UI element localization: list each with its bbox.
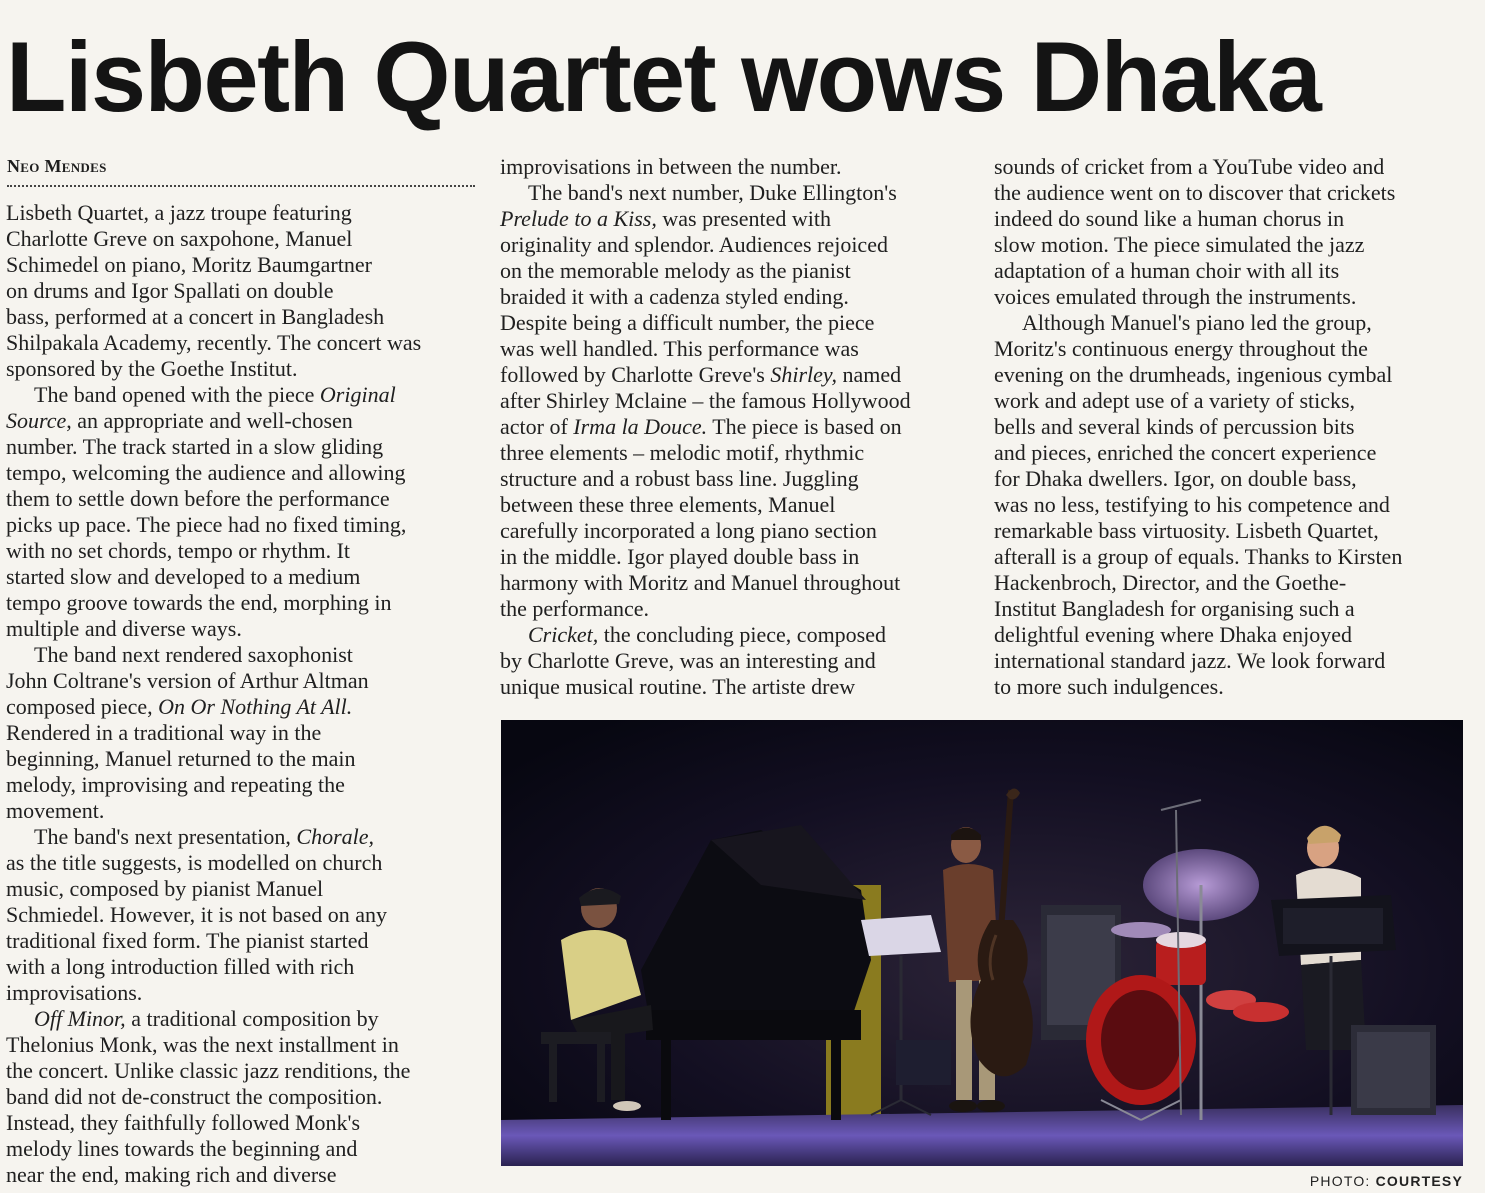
article-line [994, 466, 1466, 492]
article-line [6, 1136, 478, 1162]
article-column-3 [994, 154, 1466, 700]
article-line [6, 616, 478, 642]
article-line [6, 980, 478, 1006]
article-line [6, 356, 478, 382]
line-text: Charlotte Greve on saxpohone, Manuel [6, 226, 353, 251]
line-text: beginning, Manuel returned to the main [6, 746, 356, 771]
article-line [6, 252, 478, 278]
line-text: and pieces, enriched the concert experience [994, 440, 1377, 465]
article-line [994, 284, 1466, 310]
line-text: a traditional composition by [125, 1006, 379, 1031]
article-line [500, 388, 972, 414]
line-text: tempo groove towards the end, morphing in [6, 590, 392, 615]
line-text: improvisations. [6, 980, 143, 1005]
line-text: The band's next presentation, [34, 824, 297, 849]
article-line [6, 746, 478, 772]
article-line [6, 876, 478, 902]
italic-title: Chorale, [296, 824, 375, 849]
line-text: was presented with [656, 206, 831, 231]
line-text: The piece is based on [707, 414, 902, 439]
line-text: for Dhaka dwellers. Igor, on double bass, [994, 466, 1357, 491]
photo-credit-label: PHOTO: [1309, 1173, 1371, 1189]
article-line [500, 570, 972, 596]
article-line [500, 310, 972, 336]
article-line [6, 226, 478, 252]
line-text: Instead, they faithfully followed Monk's [6, 1110, 361, 1135]
line-text: traditional fixed form. The pianist started [6, 928, 369, 953]
line-text: with a long introduction filled with rich [6, 954, 355, 979]
line-text: the concluding piece, composed [598, 622, 887, 647]
line-text: unique musical routine. The artiste drew [500, 674, 856, 699]
article-line [500, 648, 972, 674]
article-line [6, 460, 478, 486]
line-text: The band next rendered saxophonist [34, 642, 353, 667]
article-line [6, 304, 478, 330]
line-text: by Charlotte Greve, was an interesting and [500, 648, 876, 673]
article-line [994, 492, 1466, 518]
line-text: Shilpakala Academy, recently. The concert was [6, 330, 422, 355]
article-line [6, 200, 478, 226]
article-line [994, 258, 1466, 284]
line-text: with no set chords, tempo or rhythm. It [6, 538, 351, 563]
article-line [6, 772, 478, 798]
article-line [6, 642, 478, 668]
line-text: Institut Bangladesh for organising such a [994, 596, 1355, 621]
line-text: movement. [6, 798, 105, 823]
line-text: evening on the drumheads, ingenious cymbal [994, 362, 1393, 387]
article-line [500, 206, 972, 232]
article-line [6, 1032, 478, 1058]
article-line [6, 408, 478, 434]
article-line [994, 622, 1466, 648]
article-line [6, 902, 478, 928]
article-line [500, 492, 972, 518]
line-text: melody, improvising and repeating the [6, 772, 345, 797]
line-text: harmony with Moritz and Manuel throughout [500, 570, 901, 595]
italic-title: Shirley, [770, 362, 837, 387]
line-text: sounds of cricket from a YouTube video and [994, 154, 1385, 179]
article-line [6, 1084, 478, 1110]
article-line [500, 414, 972, 440]
line-text: tempo, welcoming the audience and allowing [6, 460, 406, 485]
article-line [6, 1058, 478, 1084]
line-text: followed by Charlotte Greve's [500, 362, 771, 387]
article-line [500, 622, 972, 648]
article-line [6, 1110, 478, 1136]
line-text: band did not de-construct the composition. [6, 1084, 383, 1109]
article-line [500, 596, 972, 622]
article-line [6, 928, 478, 954]
line-text: voices emulated through the instruments. [994, 284, 1357, 309]
line-text: Schmiedel. However, it is not based on any [6, 902, 387, 927]
article-line [500, 284, 972, 310]
line-text: melody lines towards the beginning and [6, 1136, 358, 1161]
article-line [994, 310, 1466, 336]
article-line [994, 518, 1466, 544]
article-line [6, 1006, 478, 1032]
article-line [500, 232, 972, 258]
line-text: Rendered in a traditional way in the [6, 720, 322, 745]
line-text: three elements – melodic motif, rhythmic [500, 440, 865, 465]
article-line [6, 486, 478, 512]
line-text: carefully incorporated a long piano section [500, 518, 877, 543]
line-text: bells and several kinds of percussion bits [994, 414, 1355, 439]
photo-credit [1310, 1173, 1463, 1189]
article-line [6, 330, 478, 356]
line-text: structure and a robust bass line. Juggling [500, 466, 859, 491]
article-line [994, 180, 1466, 206]
article-line [6, 850, 478, 876]
line-text: originality and splendor. Audiences rejoiced [500, 232, 888, 257]
line-text: Despite being a difficult number, the piece [500, 310, 875, 335]
line-text: Schimedel on piano, Moritz Baumgartner [6, 252, 372, 277]
line-text: slow motion. The piece simulated the jazz [994, 232, 1365, 257]
article-line [994, 414, 1466, 440]
article-line [994, 232, 1466, 258]
line-text: bass, performed at a concert in Bangladesh [6, 304, 385, 329]
line-text: work and adept use of a variety of sticks, [994, 388, 1356, 413]
line-text: remarkable bass virtuosity. Lisbeth Quartet, [994, 518, 1379, 543]
line-text: number. The track started in a slow gliding [6, 434, 384, 459]
article-line [6, 798, 478, 824]
line-text: adaptation of a human choir with all its [994, 258, 1340, 283]
article-line [6, 538, 478, 564]
italic-title: Source [6, 408, 67, 433]
article-line [500, 440, 972, 466]
article-line [500, 466, 972, 492]
article-line [6, 564, 478, 590]
line-text: on drums and Igor Spallati on double [6, 278, 334, 303]
article-line [6, 434, 478, 460]
line-text: was no less, testifying to his competence and [994, 492, 1390, 517]
line-text: Lisbeth Quartet, a jazz troupe featuring [6, 200, 352, 225]
article-line [6, 512, 478, 538]
article-line [500, 154, 972, 180]
line-text: Although Manuel's piano led the group, [1022, 310, 1372, 335]
line-text: them to settle down before the performance [6, 486, 390, 511]
article-column-2 [500, 154, 972, 700]
article-line [6, 382, 478, 408]
line-text: music, composed by pianist Manuel [6, 876, 324, 901]
italic-title: Original [319, 382, 396, 407]
article-line [500, 336, 972, 362]
article-line [500, 674, 972, 700]
article-line [6, 1162, 478, 1188]
article-line [994, 388, 1466, 414]
concert-photo [501, 720, 1463, 1166]
line-text: afterall is a group of equals. Thanks to Kirsten [994, 544, 1403, 569]
line-text: Hackenbroch, Director, and the Goethe- [994, 570, 1347, 595]
line-text: on the memorable melody as the pianist [500, 258, 851, 283]
line-text: near the end, making rich and diverse [6, 1162, 337, 1187]
line-text: multiple and diverse ways. [6, 616, 242, 641]
article-line [6, 278, 478, 304]
line-text: was well handled. This performance was [500, 336, 859, 361]
article-line [994, 596, 1466, 622]
line-text: The band's next number, Duke Ellington's [528, 180, 897, 205]
line-text: named [836, 362, 902, 387]
line-text: The band opened with the piece [34, 382, 320, 407]
article-line [500, 362, 972, 388]
line-text: started slow and developed to a medium [6, 564, 361, 589]
article-line [994, 336, 1466, 362]
line-text: between these three elements, Manuel [500, 492, 836, 517]
line-text: the concert. Unlike classic jazz renditions, the [6, 1058, 411, 1083]
line-text: Thelonius Monk, was the next installment in [6, 1032, 399, 1057]
article-line [500, 180, 972, 206]
article-line [994, 570, 1466, 596]
line-text: to more such indulgences. [994, 674, 1224, 699]
line-text: actor of [500, 414, 574, 439]
article-line [994, 674, 1466, 700]
italic-title: Irma la Douce. [573, 414, 708, 439]
line-text: improvisations in between the number. [500, 154, 842, 179]
line-text: the audience went on to discover that crickets [994, 180, 1396, 205]
italic-title: Prelude to a Kiss, [500, 206, 657, 231]
article-line [6, 824, 478, 850]
line-text: as the title suggests, is modelled on church [6, 850, 383, 875]
article-line [6, 954, 478, 980]
article-line [500, 518, 972, 544]
line-text: indeed do sound like a human chorus in [994, 206, 1345, 231]
article-line [500, 544, 972, 570]
line-text: sponsored by the Goethe Institut. [6, 356, 298, 381]
article-line [994, 206, 1466, 232]
line-text: picks up pace. The piece had no fixed timing, [6, 512, 407, 537]
headline: Lisbeth Quartet wows Dhaka [6, 21, 1321, 132]
line-text: Moritz's continuous energy throughout the [994, 336, 1368, 361]
article-line [994, 544, 1466, 570]
article-line [994, 154, 1466, 180]
byline: Neo Mendes [7, 156, 475, 187]
italic-title: Off Minor, [34, 1006, 126, 1031]
line-text: the performance. [500, 596, 650, 621]
article-line [6, 668, 478, 694]
line-text: braided it with a cadenza styled ending. [500, 284, 849, 309]
article-line [994, 440, 1466, 466]
photo-credit-source: COURTESY [1375, 1173, 1463, 1189]
line-text: international standard jazz. We look forward [994, 648, 1386, 673]
line-text: in the middle. Igor played double bass in [500, 544, 860, 569]
italic-title: Cricket, [528, 622, 599, 647]
article-line [994, 648, 1466, 674]
article-line [994, 362, 1466, 388]
article-line [500, 258, 972, 284]
line-text: , an appropriate and well-chosen [66, 408, 353, 433]
line-text: composed piece, [6, 694, 159, 719]
article-line [6, 590, 478, 616]
line-text: after Shirley Mclaine – the famous Hollywood [500, 388, 911, 413]
article-line [6, 720, 478, 746]
article-line [6, 694, 478, 720]
line-text: delightful evening where Dhaka enjoyed [994, 622, 1352, 647]
article-column-1 [6, 200, 478, 1188]
line-text: John Coltrane's version of Arthur Altman [6, 668, 369, 693]
italic-title: On Or Nothing At All. [158, 694, 353, 719]
